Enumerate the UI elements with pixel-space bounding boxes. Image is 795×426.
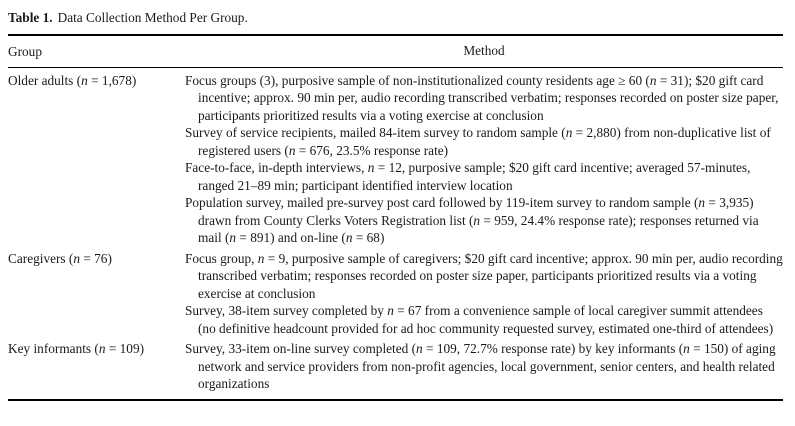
method-entry: Face-to-face, in-depth interviews, n = 12, purposive sample; $20 gift card incentive; averaged 57-minutes, ranged 21–89 min; participant identified interview location <box>185 160 751 193</box>
method-entry: Population survey, mailed pre-survey post card followed by 119-item survey to random sample (n = 3,935) drawn from County Clerks Voters Registration list (n = 959, 24.4% response rate); responses returned via mail (n = 891) and on-line (n = 68) <box>185 195 759 245</box>
table-title <box>8 9 783 26</box>
method-cell <box>185 72 783 247</box>
table-caption: Data Collection Method Per Group. <box>57 10 248 25</box>
table-row-key-informants <box>8 340 783 393</box>
column-header-method: Method <box>463 43 505 58</box>
method-entry: Survey of service recipients, mailed 84-item survey to random sample (n = 2,880) from non-duplicative list of registered users (n = 676, 23.5% response rate) <box>185 125 771 158</box>
method-cell <box>185 250 783 338</box>
group-cell: Key informants (n = 109) <box>8 341 145 356</box>
method-entry: Focus group, n = 9, purposive sample of caregivers; $20 gift card incentive; approx. 90 min per, audio recording transcribed verbatim; responses recorded on poster size paper, participants prioritized results via a voting exercise at conclusion <box>185 250 783 301</box>
group-cell: Caregivers (n = 76) <box>8 250 112 266</box>
method-entry: Survey, 38-item survey completed by n = 67 from a convenience sample of local caregiver summit attendees (no definitive headcount provided for ad hoc community requested survey, estimated one-third of attendees) <box>185 303 774 336</box>
method-entry: Survey, 33-item on-line survey completed (n = 109, 72.7% response rate) by key informants (n = 150) of aging network and service providers from non-profit agencies, local government, senior centers, and health related organizations <box>185 341 776 391</box>
method-entry: Focus groups (3), purposive sample of non-institutionalized county residents age ≥ 60 (n = 31); $20 gift card incentive; approx. 90 min per, audio recording transcribed verbatim; responses recorded on poster size paper, participants prioritized results via a voting exercise at conclusion <box>185 72 779 123</box>
table-row-older-adults <box>8 72 783 247</box>
header-row <box>8 36 783 67</box>
table-number-label: Table 1. <box>8 10 53 25</box>
method-cell <box>185 340 783 393</box>
group-cell: Older adults (n = 1,678) <box>8 72 137 88</box>
table-row-caregivers <box>8 250 783 338</box>
bottom-rule <box>8 399 783 401</box>
column-header-group: Group <box>8 44 42 59</box>
table-body <box>8 68 783 399</box>
